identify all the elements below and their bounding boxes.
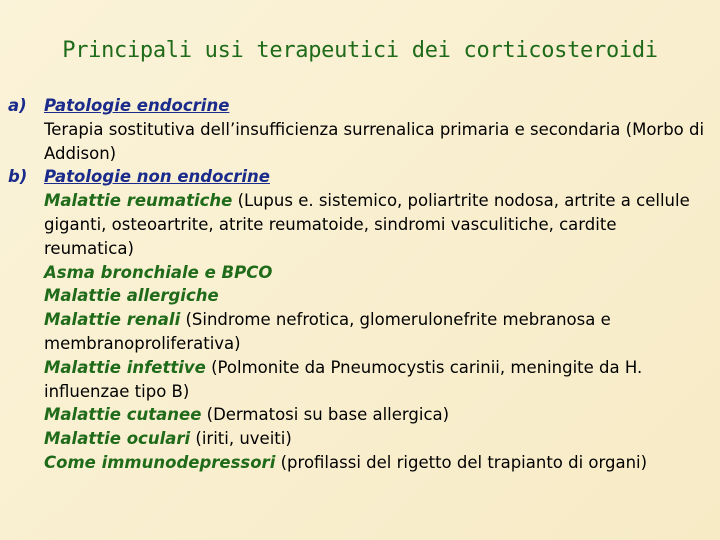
entry-label: Come immunodepressori — [44, 452, 276, 472]
entry-infective — [44, 356, 708, 404]
entry-detail: (Dermatosi su base allergica) — [206, 405, 450, 425]
entry-detail: (Lupus e. sistemico, poliartrite nodosa, artrite a cellule giganti, osteoartrite, atrite reumatoide, sindromi vasculitiche, cardite reumatica) — [44, 191, 690, 258]
entry-renal — [44, 308, 708, 356]
list-marker: a) — [8, 96, 27, 115]
entry-detail: (Sindrome nefrotica, glomerulonefrite mebranosa e membranoproliferativa) — [44, 310, 611, 353]
list-item-non-endocrine — [8, 165, 708, 474]
entry-label: Malattie reumatiche — [44, 191, 233, 211]
entry-label: Malattie infettive — [44, 357, 206, 377]
list-item-endocrine — [8, 94, 708, 165]
section-text: Terapia sostitutiva dell’insufficienza surrenalica primaria e secondaria (Morbo di Addison) — [44, 119, 705, 163]
entry-label: Malattie allergiche — [44, 286, 219, 306]
content-list — [8, 94, 708, 475]
slide-title: Principali usi terapeutici dei corticosteroidi — [62, 38, 658, 63]
entry-immunosuppressors — [44, 451, 708, 475]
section-heading: Patologie non endocrine — [44, 167, 270, 187]
entry-asthma — [44, 261, 708, 285]
entry-label: Malattie renali — [44, 310, 181, 330]
entry-rheumatic — [44, 189, 708, 260]
entry-allergic — [44, 284, 708, 308]
entry-label: Asma bronchiale e BPCO — [44, 262, 273, 282]
entry-label: Malattie oculari — [44, 429, 191, 449]
entry-cutaneous — [44, 403, 708, 427]
entry-ocular — [44, 427, 708, 451]
entry-label: Malattie cutanee — [44, 405, 202, 425]
entry-detail: (iriti, uveiti) — [195, 429, 292, 449]
list-marker: b) — [8, 167, 28, 187]
entry-detail: (Polmonite da Pneumocystis carinii, meningite da H. influenzae tipo B) — [44, 357, 643, 401]
section-heading: Patologie endocrine — [44, 96, 230, 115]
entry-detail: (profilassi del rigetto del trapianto di organi) — [280, 452, 648, 472]
